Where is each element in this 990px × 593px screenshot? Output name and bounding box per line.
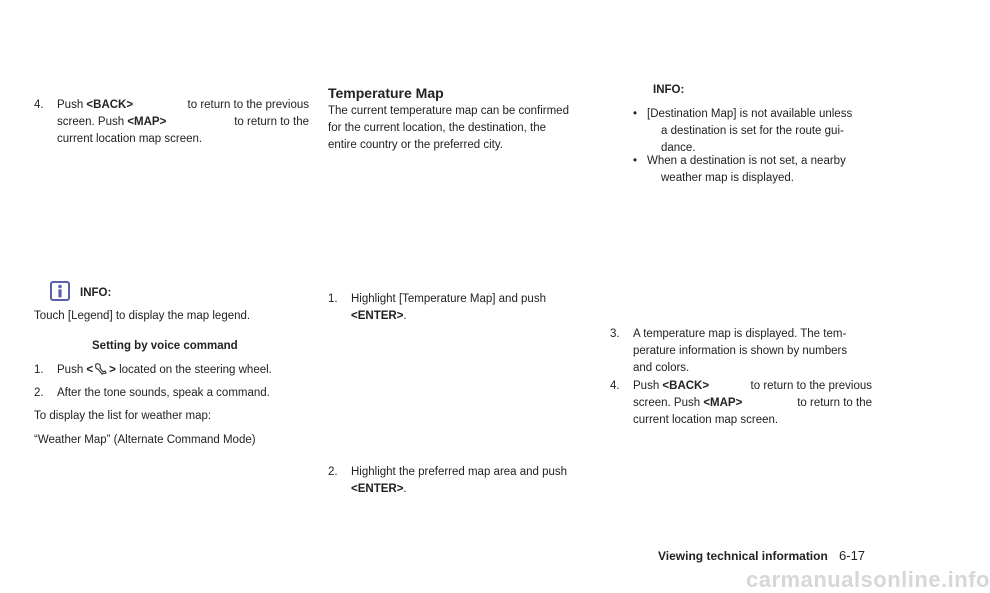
punct: .	[403, 483, 407, 495]
intro-text	[328, 103, 590, 154]
watermark: carmanualsonline.info	[746, 567, 990, 592]
step-text-tail: to return to the	[234, 116, 309, 128]
step-text: current location map screen.	[633, 414, 779, 426]
step-text: screen. Push <MAP>	[57, 116, 167, 128]
key-bracket: <	[86, 364, 94, 376]
section-title: Temperature Map	[328, 85, 444, 101]
step-number: 2.	[328, 466, 338, 478]
step-text: perature information is shown by numbers	[633, 345, 848, 357]
step-number: 3.	[610, 328, 620, 340]
bullet-text: a destination is set for the route gui-	[661, 125, 844, 137]
step-text: current location map screen.	[57, 133, 203, 145]
step-text: Push <BACK>	[633, 380, 710, 392]
bullet-dot: •	[633, 108, 638, 120]
step-text: Highlight [Temperature Map] and push	[351, 293, 546, 305]
step-number: 1.	[34, 364, 44, 376]
step-text-tail: to return to the previous	[187, 99, 309, 111]
back-key-label: <BACK>	[86, 99, 134, 111]
section-name: Viewing technical information	[658, 549, 828, 563]
bullet-text: dance.	[661, 142, 696, 154]
info-text: Touch [Legend] to display the map legend.	[34, 310, 251, 322]
step-text: and colors.	[633, 362, 690, 374]
step-text: screen. Push <MAP>	[633, 397, 743, 409]
back-key-label: <BACK>	[662, 380, 710, 392]
step-text: Push <BACK>	[57, 99, 134, 111]
page-footer	[658, 547, 865, 566]
intro-line: for the current location, the destination, the	[328, 122, 546, 134]
key-bracket: >	[109, 364, 116, 376]
page-number: 6-17	[839, 548, 866, 563]
bullet-text: [Destination Map] is not available unless	[647, 108, 853, 120]
step-text-tail: to return to the	[797, 397, 872, 409]
intro-line: The current temperature map can be confirmed	[328, 105, 569, 117]
map-key-label: <MAP>	[127, 116, 167, 128]
step-number: 2.	[34, 387, 44, 399]
enter-key-label: <ENTER>	[351, 310, 404, 322]
step-text: Highlight the preferred map area and push	[351, 466, 568, 478]
col3-info-title: INFO:	[653, 84, 685, 96]
bullet-text: When a destination is not set, a nearby	[647, 155, 846, 167]
map-key-label: <MAP>	[703, 397, 743, 409]
list-text: To display the list for weather map:	[34, 410, 212, 422]
voice-command-heading: Setting by voice command	[92, 340, 238, 352]
info-title: INFO:	[80, 287, 112, 299]
step-text: After the tone sounds, speak a command.	[57, 387, 270, 399]
punct: .	[403, 310, 407, 322]
step-text: A temperature map is displayed. The tem-	[633, 328, 847, 340]
command-text: “Weather Map” (Alternate Command Mode)	[34, 434, 256, 446]
step-number: 4.	[610, 380, 620, 392]
step-text-tail: to return to the previous	[750, 380, 872, 392]
enter-key-label: <ENTER>	[351, 483, 404, 495]
intro-line: entire country or the preferred city.	[328, 139, 503, 151]
step-number: 4.	[34, 99, 44, 111]
info-icon	[50, 281, 70, 301]
bullet-text: weather map is displayed.	[661, 172, 794, 184]
step-text: Push	[57, 364, 84, 376]
talk-switch-icon	[94, 362, 108, 375]
step-number: 1.	[328, 293, 338, 305]
bullet-dot: •	[633, 155, 638, 167]
step-text: located on the steering wheel.	[119, 364, 272, 376]
